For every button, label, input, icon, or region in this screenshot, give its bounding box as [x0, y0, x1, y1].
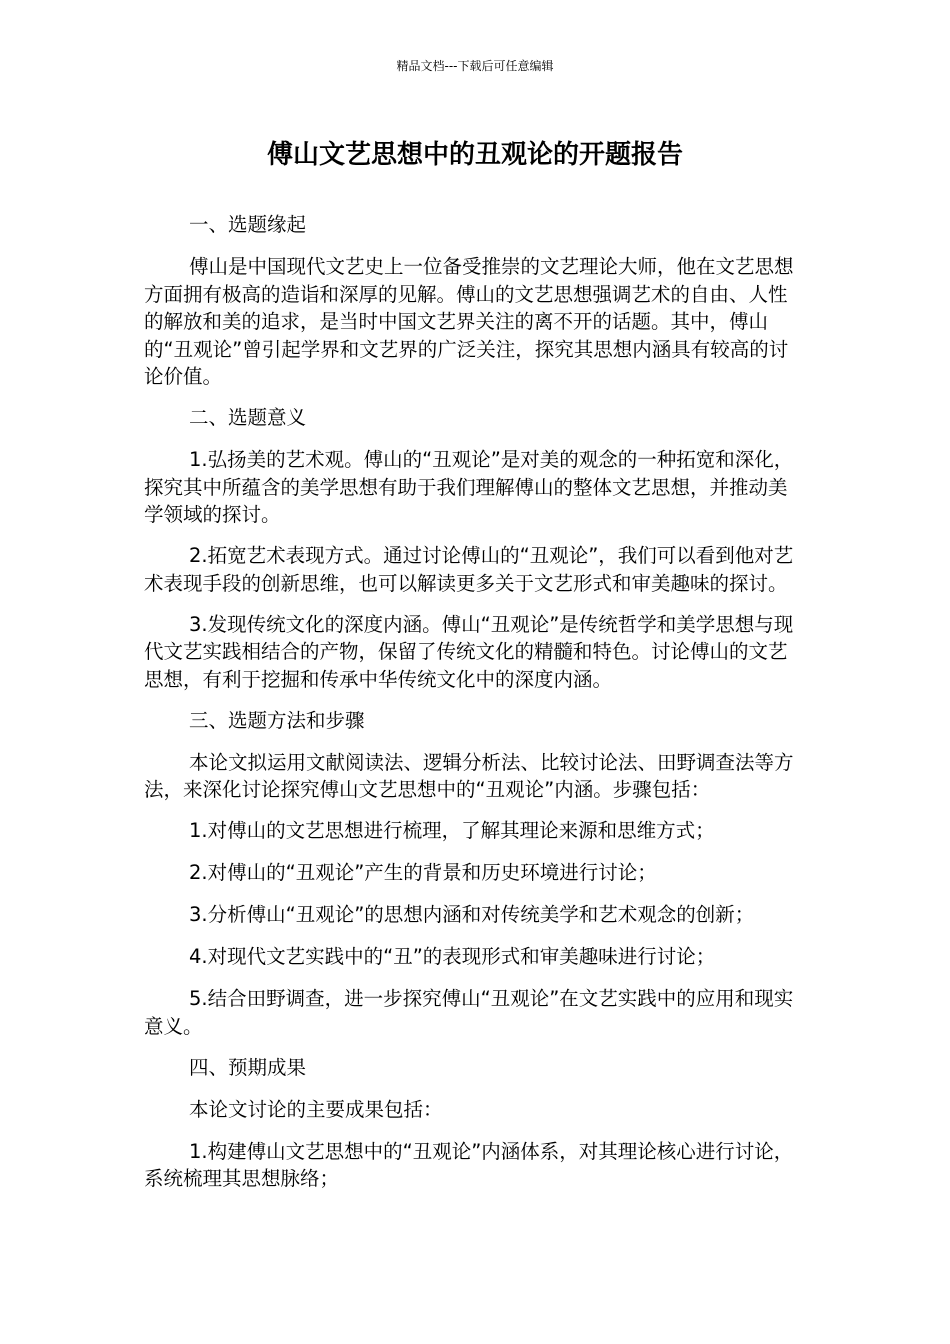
- section-heading-significance: 二、选题意义: [189, 406, 307, 429]
- result-item-1: 1.构建傅山文艺思想中的“丑观论”内涵体系，对其理论核心进行讨论，系统梳理其思想脉络；: [144, 1139, 794, 1190]
- document-title: 傅山文艺思想中的丑观论的开题报告: [266, 140, 683, 170]
- section-heading-method: 三、选题方法和步骤: [189, 708, 365, 732]
- paragraph-significance-2: 2.拓宽艺术表现方式。通过讨论傅山的“丑观论”，我们可以看到他对艺术表现手段的创新思维，也可以解读更多关于文艺形式和审美趣味的探讨。: [144, 544, 794, 595]
- paragraph-significance-3: 3.发现传统文化的深度内涵。傅山“丑观论”是传统哲学和美学思想与现代文艺实践相结合的产物，保留了传统文化的精髓和特色。讨论傅山的文艺思想，有利于挖掘和传承中华传统文化中的深度内涵。: [144, 612, 794, 691]
- method-step-4: 4.对现代文艺实践中的“丑”的表现形式和审美趣味进行讨论；: [189, 945, 716, 968]
- method-step-2: 2.对傅山的“丑观论”产生的背景和历史环境进行讨论；: [189, 861, 657, 884]
- method-step-1: 1.对傅山的文艺思想进行梳理，了解其理论来源和思维方式；: [189, 819, 715, 842]
- paragraph-origin: 傅山是中国现代文艺史上一位备受推崇的文艺理论大师，他在文艺思想方面拥有极高的造诣和深厚的见解。傅山的文艺思想强调艺术的自由、人性的解放和美的追求，是当时中国文艺界关注的离不开的话题。其中，傅山的“丑观论”曾引起学界和文艺界的广泛关注，探究其思想内涵具有较高的讨论价值。: [144, 255, 794, 388]
- page-header: 精品文档---下载后可任意编辑: [396, 59, 554, 73]
- method-step-5: 5.结合田野调查，进一步探究傅山“丑观论”在文艺实践中的应用和现实意义。: [144, 987, 794, 1038]
- paragraph-method: 本论文拟运用文献阅读法、逻辑分析法、比较讨论法、田野调查法等方法，来深化讨论探究傅山文艺思想中的“丑观论”内涵。步骤包括：: [144, 750, 794, 801]
- document-body: [144, 211, 806, 1206]
- section-heading-origin: 一、选题缘起: [189, 213, 307, 236]
- method-step-3: 3.分析傅山“丑观论”的思想内涵和对传统美学和艺术观念的创新；: [189, 903, 755, 926]
- section-heading-results: 四、预期成果: [189, 1055, 307, 1079]
- paragraph-results-intro: 本论文讨论的主要成果包括：: [189, 1097, 443, 1121]
- paragraph-significance-1: 1.弘扬美的艺术观。傅山的“丑观论”是对美的观念的一种拓宽和深化，探究其中所蕴含的美学思想有助于我们理解傅山的整体文艺思想，并推动美学领域的探讨。: [144, 448, 794, 526]
